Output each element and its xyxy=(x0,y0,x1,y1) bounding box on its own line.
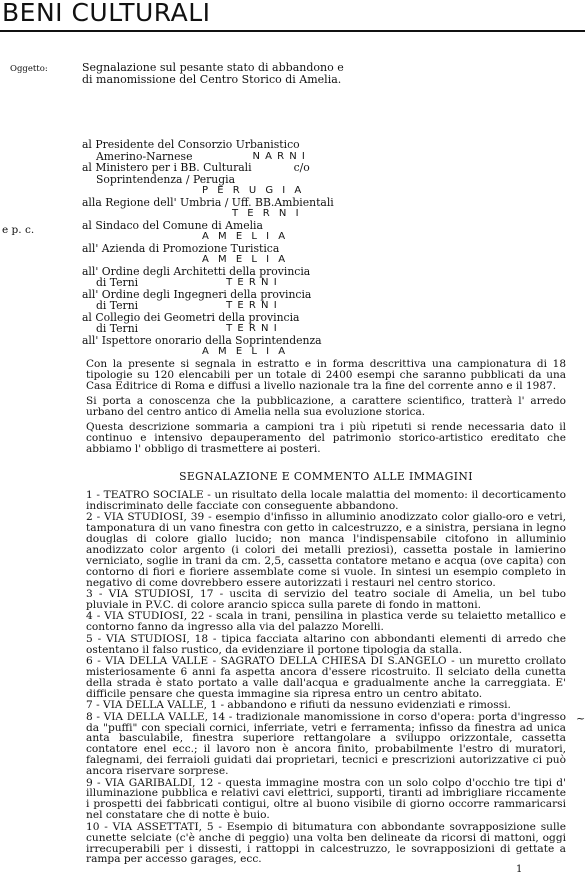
oggetto-text xyxy=(82,62,522,86)
epc-label: e p. c. xyxy=(2,224,35,236)
section-heading: SEGNALAZIONE E COMMENTO ALLE IMMAGINI xyxy=(179,470,473,483)
list-item: 1 - TEATRO SOCIALE - un risultato della locale malattia del momento: il decorticamento indiscriminato delle facciate con conseguente abbandono. xyxy=(86,489,566,512)
list-item: 7 - VIA DELLA VALLE, 1 - abbandono e rifiuti da nessuno evidenziati e rimossi. xyxy=(86,699,511,712)
recipient-item xyxy=(82,289,482,312)
recipient-detail: di Terni xyxy=(96,322,139,335)
recipient-item xyxy=(82,162,482,197)
list-item: 3 - VIA STUDIOSI, 17 - uscita di servizio del teatro sociale di Amelia, un bel tubo pluviale in P.V.C. di colore arancio spicca sulla parete di fondo in mattoni. xyxy=(86,588,566,612)
list-item: 8 - VIA DELLA VALLE, 14 - tradizionale manomissione in corso d'opera: porta d'ingresso da "puffi" con speciali cornici, inferriate, vetri e ferramenta; infisso da finestra ad unica anta basculabile, finestra superiore rettangolare a sviluppo orizzontale, cassetta contatore enel ecc.; il lavoro non è ancora finito, probabilmente l'estro di muratori, falegnami, dei ferraioli guidati dai proprietari, tecnici e prescrizioni autorizzative ci può ancora riservare sorprese. xyxy=(86,710,566,778)
recipient-item xyxy=(82,220,482,243)
recipient-name: al Sindaco del Comune di Amelia xyxy=(82,218,263,232)
list-item: 9 - VIA GARIBALDI, 12 - questa immagine mostra con un solo colpo d'occhio tre tipi d' illuminazione pubblica e relativi cavi elettrici, supporti, tiranti ad imbrigliare riccamente i prospetti dei fabbricati contigui, oltre al buono visibile di giorno occorre rammaricarsi nel constatare che di notte è buio. xyxy=(86,776,566,822)
list-item: 2 - VIA STUDIOSI, 39 - esempio d'infisso in alluminio anodizzato color giallo-oro e vetri, tamponatura di un vano finestra con getto in calcestruzzo, e a sinistra, persiana in legno douglas di colore giallo lucido; non manca l'indispensabile citofono in alluminio anodizzato color argento (i colori dei metalli preziosi), cassetta postale in lamierino verniciato, soglie in trani da cm. 2,5, cassetta contatore metano e acqua (ove capita) con contorno di fiori e fioriere assemblate come si vuole. In sintesi un esempio completo in negativo di come dovrebbero essere autorizzati i restauri nel centro storico. xyxy=(86,511,566,589)
list-item: 10 - VIA ASSETTATI, 5 - Esempio di bitumatura con abbondante sovrapposizione sulle cunette selciate (c'è anche di peggio) una volta ben delineate da ricorsi di mattoni, oggi irrecuperabili per i dissesti, i rattoppi in calcestruzzo, le sovrapposizioni di gettate a rampa per accesso garages, ecc. xyxy=(86,820,566,866)
oggetto-line: Segnalazione sul pesante stato di abbandono e xyxy=(82,61,344,74)
recipient-detail: di Terni xyxy=(96,299,139,312)
intro-paragraph: Si porta a conoscenza che la pubblicazione, a carattere scientifico, tratterà l' arredo urbano del centro antico di Amelia nella sua evoluzione storica. xyxy=(86,395,566,418)
recipient-item xyxy=(82,266,482,289)
recipient-name: all' Ispettore onorario della Soprintendenza xyxy=(82,333,322,347)
list-item: 6 - VIA DELLA VALLE - SAGRATO DELLA CHIESA DI S.ANGELO - un muretto crollato misteriosamente 6 anni fa aspetta ancora d'essere ricostruito. Il selciato della cunetta della strada è stato portato a valle dall'acqua e gradualmente anche la carreggiata. E' difficile pensare che questa immagine sia ripresa entro un centro abitato. xyxy=(86,655,566,700)
recipient-care-of: c/o xyxy=(293,161,310,174)
recipient-city: T E R N I xyxy=(226,300,278,311)
recipient-city: P E R U G I A xyxy=(202,185,305,196)
recipient-detail: Amerino-Narnese xyxy=(96,149,193,163)
recipient-city: N A R N I xyxy=(252,150,306,162)
recipient-detail: di Terni xyxy=(96,276,139,289)
recipient-subline xyxy=(82,277,482,289)
item-list xyxy=(86,490,566,866)
recipient-name: al Presidente del Consorzio Urbanistico xyxy=(82,138,300,151)
intro-paragraph: Con la presente si segnala in estratto e in forma descrittiva una campionatura di 18 tipologie su 120 elencabili per un totale di 2400 esempi che saranno pubblicati da una Casa Editrice di Roma e diffusi a livello nazionale tra la fine del corrente anno e il 1987. xyxy=(86,358,566,392)
recipient-subline xyxy=(82,323,482,335)
list-item: 4 - VIA STUDIOSI, 22 - scala in trani, pensilina in plastica verde su telaietto metallico e contorno fanno da ingresso alla via del palazzo Morelli. xyxy=(86,610,566,634)
oggetto-label: Oggetto: xyxy=(10,64,48,74)
recipient-city: A M E L I A xyxy=(202,254,289,265)
recipient-name: all' Azienda di Promozione Turistica xyxy=(82,241,280,255)
intro-paragraphs xyxy=(86,359,566,459)
recipient-line xyxy=(82,162,482,174)
recipient-item xyxy=(82,312,482,335)
recipient-city: A M E L I A xyxy=(202,231,289,242)
recipient-city: T E R N I xyxy=(226,323,278,334)
recipient-item xyxy=(82,139,482,162)
recipient-item xyxy=(82,243,482,266)
recipient-item xyxy=(82,335,482,358)
header-rule xyxy=(0,30,585,32)
recipient-subline xyxy=(82,300,482,312)
recipient-city: A M E L I A xyxy=(202,346,289,357)
recipient-detail: Soprintendenza / Perugia xyxy=(96,172,236,186)
margin-mark: ~ xyxy=(576,712,585,725)
oggetto-line: di manomissione del Centro Storico di Amelia. xyxy=(82,73,342,86)
recipient-list xyxy=(82,139,482,358)
header-title: BENI CULTURALI xyxy=(2,0,211,27)
recipient-name: alla Regione dell' Umbria / Uff. BB.Ambientali xyxy=(82,195,334,209)
recipient-name: all' Ordine degli Ingegneri della provincia xyxy=(82,287,312,301)
recipient-name: al Ministero per i BB. Culturali xyxy=(82,161,252,174)
intro-paragraph: Questa descrizione sommaria a campioni tra i più ripetuti si rende necessaria dato il continuo e intensivo depauperamento del patrimonio storico-artistico ereditato che abbiamo l' obbligo di trasmettere ai posteri. xyxy=(86,421,566,455)
page-mark: 1 xyxy=(516,864,523,875)
recipient-city: T E R N I xyxy=(226,277,278,288)
recipient-item xyxy=(82,197,482,220)
list-item: 5 - VIA STUDIOSI, 18 - tipica facciata altarino con abbondanti elementi di arredo che ostentano il falso rustico, da evidenziare il portone tipologia da stalla. xyxy=(86,632,566,656)
recipient-city: T E R N I xyxy=(232,208,302,219)
recipient-name: all' Ordine degli Architetti della provincia xyxy=(82,264,311,278)
recipient-name: al Collegio dei Geometri della provincia xyxy=(82,310,300,324)
